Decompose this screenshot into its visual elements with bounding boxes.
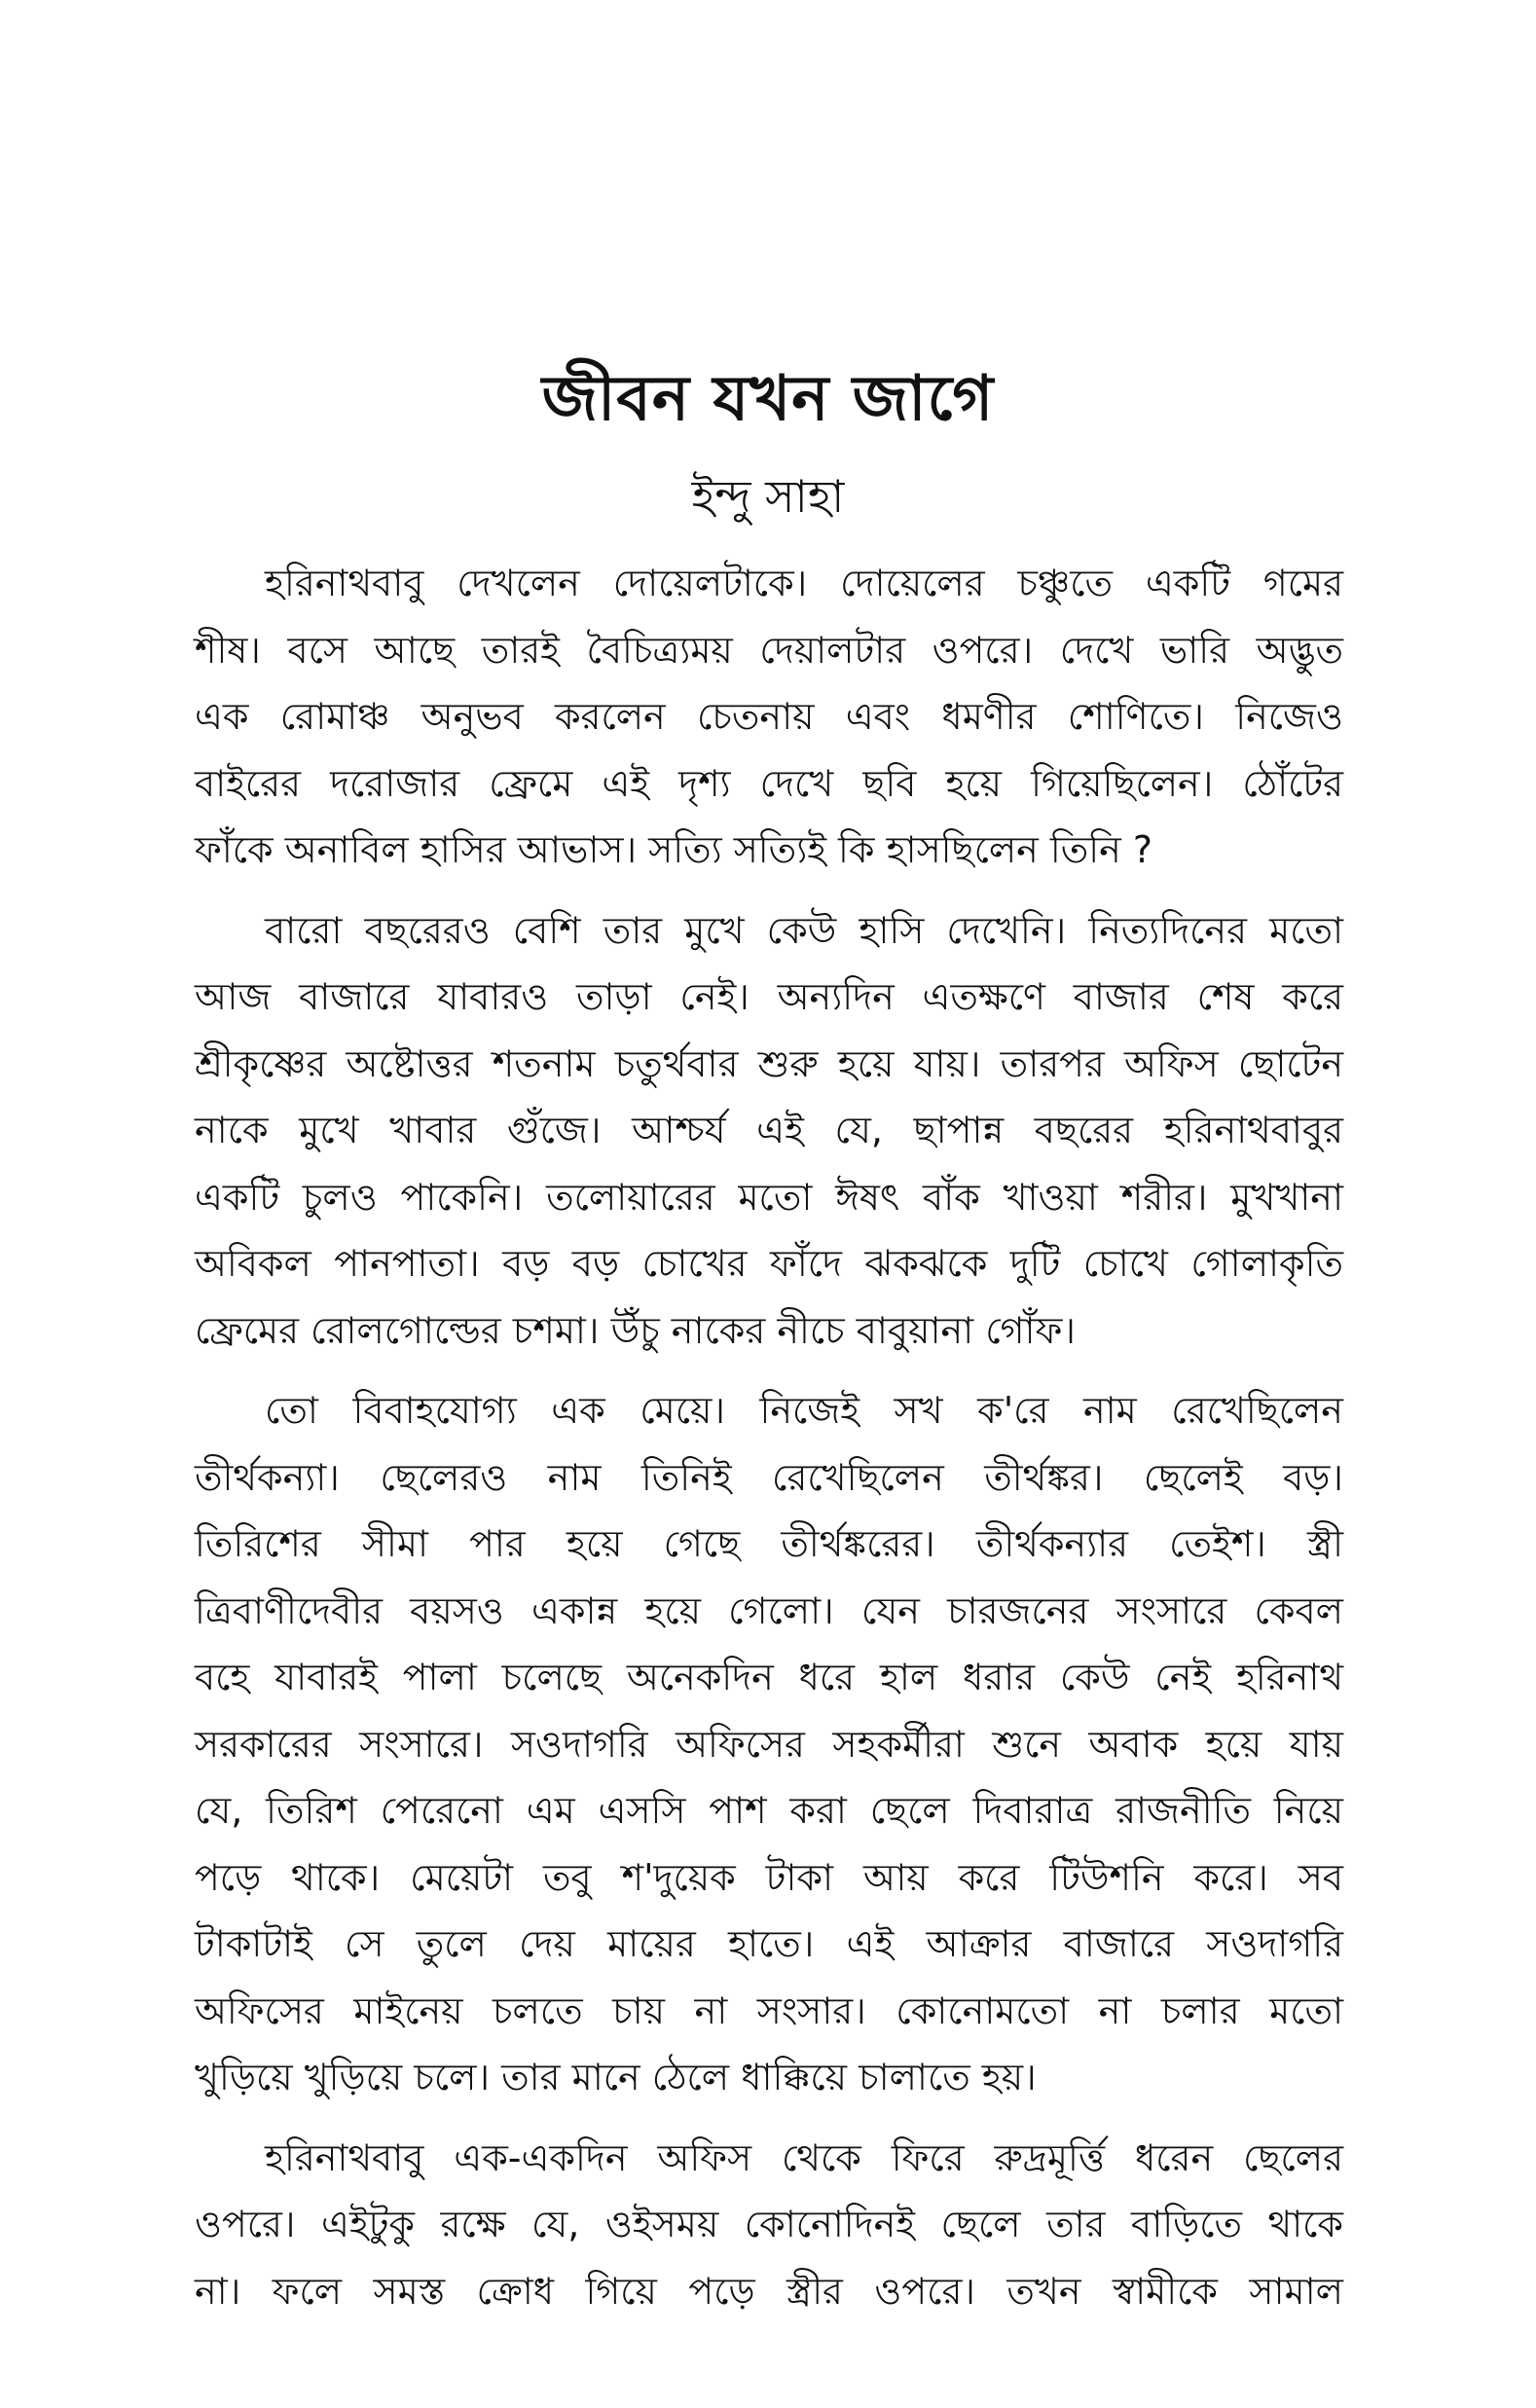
paragraph-2 bbox=[195, 897, 1343, 1365]
text-line: শীষ। বসে আছে তারই বৈচিত্র্যময় দেয়ালটার ওপরে। দেখে ভারি অদ্ভুত bbox=[195, 628, 1343, 672]
author-name: ইন্দু সাহা bbox=[691, 470, 845, 523]
text-line: বাইরের দরোজার ফ্রেমে এই দৃশ্য দেখে ছবি হয়ে গিয়েছিলেন। ঠোঁটের bbox=[195, 761, 1343, 805]
text-line: তীর্থকন্যা। ছেলেরও নাম তিনিই রেখেছিলেন তীর্থঙ্কর। ছেলেই বড়। bbox=[195, 1455, 1343, 1499]
text-line: যে, তিরিশ পেরেনো এম এসসি পাশ করা ছেলে দিবারাত্র রাজনীতি নিয়ে bbox=[195, 1789, 1343, 1832]
story-title: জীবন যখন জাগে bbox=[541, 363, 995, 435]
text-line: হরিনাথবাবু এক-একদিন অফিস থেকে ফিরে রুদ্রমূর্ত্তি ধরেন ছেলের bbox=[265, 2135, 1343, 2179]
text-line: তো বিবাহযোগ্য এক মেয়ে। নিজেই সখ ক'রে নাম রেখেছিলেন bbox=[265, 1389, 1343, 1432]
text-line: অফিসের মাইনেয় চলতে চায় না সংসার। কোনোমতো না চলার মতো bbox=[195, 1988, 1343, 2032]
text-line: ত্রিবাণীদেবীর বয়সও একান্ন হয়ে গেলো। যেন চারজনের সংসারে কেবল bbox=[195, 1588, 1343, 1632]
text-line: নাকে মুখে খাবার গুঁজে। আশ্চর্য এই যে, ছাপান্ন বছরের হরিনাথবাবুর bbox=[195, 1109, 1343, 1151]
text-line: ফ্রেমের রোলগোল্ডের চশমা। উঁচু নাকের নীচে বাবুয়ানা গোঁফ। bbox=[195, 1308, 1076, 1352]
story-body bbox=[195, 550, 1343, 2338]
text-line: অবিকল পানপাতা। বড় বড় চোখের ফাঁদে ঝকঝকে দুটি চোখে গোলাকৃতি bbox=[195, 1242, 1343, 1285]
text-line: একটি চুলও পাকেনি। তলোয়ারের মতো ঈষৎ বাঁক খাওয়া শরীর। মুখখানা bbox=[195, 1175, 1343, 1219]
text-line: সরকারের সংসারে। সওদাগরি অফিসের সহকর্মীরা শুনে অবাক হয়ে যায় bbox=[195, 1722, 1343, 1766]
text-line: হরিনাথবাবু দেখলেন দোয়েলটাকে। দোয়েলের চঞ্চুতে একটি গমের bbox=[265, 562, 1343, 604]
paragraph-1 bbox=[195, 550, 1343, 884]
text-line: বারো বছরেরও বেশি তার মুখে কেউ হাসি দেখেনি। নিত্যদিনের মতো bbox=[265, 908, 1343, 952]
text-line: তিরিশের সীমা পার হয়ে গেছে তীর্থঙ্করের। তীর্থকন্যার তেইশ। স্ত্রী bbox=[195, 1522, 1343, 1565]
text-line: টাকাটাই সে তুলে দেয় মায়ের হাতে। এই আক্রার বাজারে সওদাগরি bbox=[195, 1922, 1343, 1965]
text-line: আজ বাজারে যাবারও তাড়া নেই। অন্যদিন এতক্ষণে বাজার শেষ করে bbox=[195, 975, 1343, 1018]
text-line: খুড়িয়ে খুড়িয়ে চলে। তার মানে ঠেলে ধাক্কিয়ে চালাতে হয়। bbox=[195, 2056, 1037, 2098]
text-line: বহে যাবারই পালা চলেছে অনেকদিন ধরে হাল ধরার কেউ নেই হরিনাথ bbox=[195, 1656, 1343, 1698]
text-line: পড়ে থাকে। মেয়েটা তবু শ'দুয়েক টাকা আয় করে টিউশনি করে। সব bbox=[195, 1855, 1343, 1899]
text-line: এক রোমাঞ্চ অনুভব করলেন চেতনায় এবং ধমণীর শোণিতে। নিজেও bbox=[195, 695, 1343, 738]
text-line: শ্রীকৃষ্ণের অষ্টোত্তর শতনাম চতুর্থবার শুরু হয়ে যায়। তারপর অফিস ছোটেন bbox=[195, 1041, 1343, 1085]
paragraph-4 bbox=[195, 2125, 1343, 2325]
text-line: না। ফলে সমস্ত ক্রোধ গিয়ে পড়ে স্ত্রীর ওপরে। তখন স্বামীকে সামাল bbox=[195, 2269, 1343, 2313]
text-line: ওপরে। এইটুকু রক্ষে যে, ওইসময় কোনোদিনই ছেলে তার বাড়িতে থাকে bbox=[195, 2203, 1343, 2245]
text-line: ফাঁকে অনাবিল হাসির আভাস। সত্যি সত্যিই কি হাসছিলেন তিনি ? bbox=[195, 828, 1153, 871]
paragraph-3 bbox=[195, 1377, 1343, 2111]
